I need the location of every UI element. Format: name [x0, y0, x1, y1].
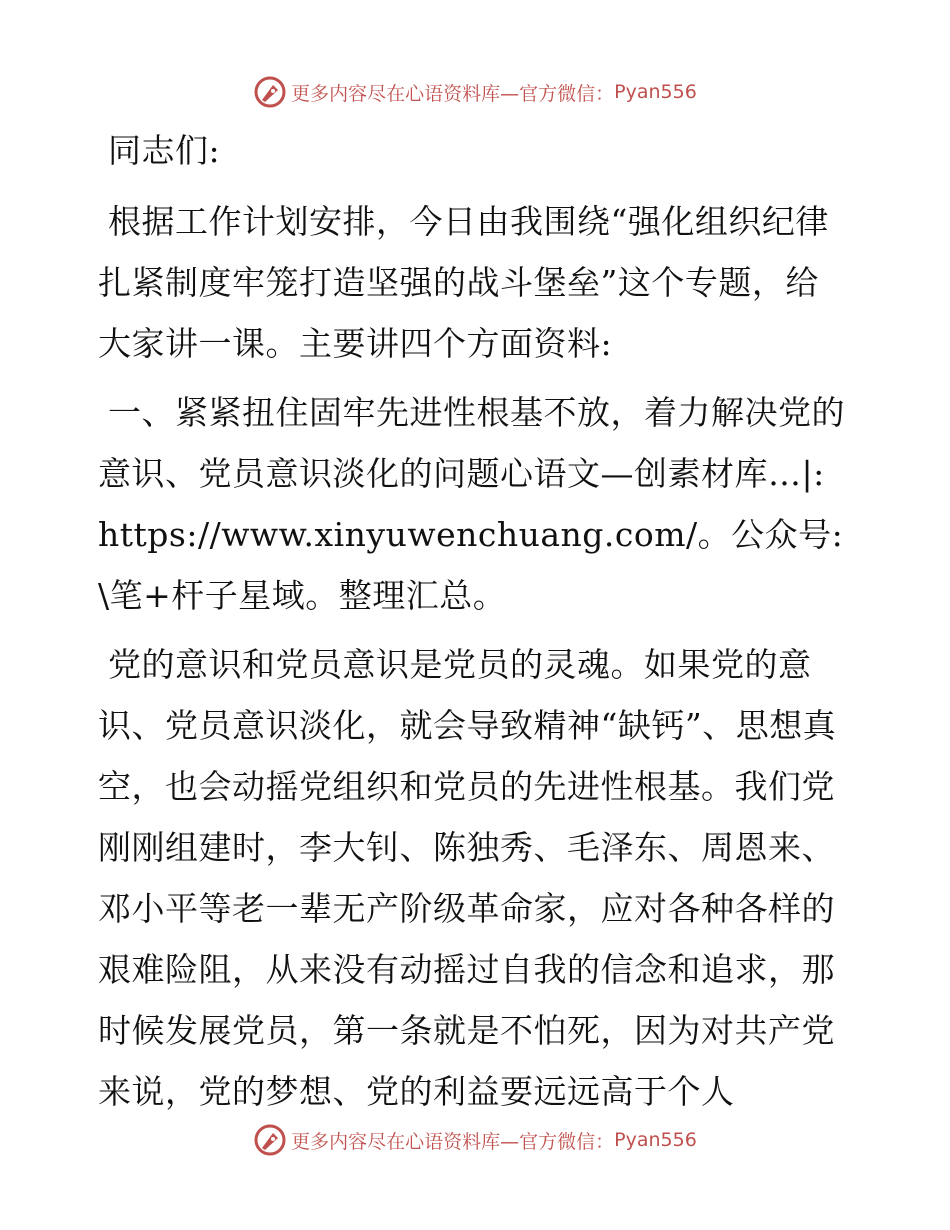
- paragraph-section-one: 一、紧紧扭住固牢先进性根基不放，着力解决党的意识、党员意识淡化的问题心语文—创素材库…|: https://www.xinyuwenchuang.com/。公众号: \笔+杆子星域。整理汇总。: [98, 393, 845, 615]
- document-body: [98, 120, 850, 1130]
- greeting: 同志们:: [108, 131, 221, 170]
- watermark-text: 更多内容尽在心语资料库—官方微信：: [291, 82, 615, 105]
- paragraph-intro: 根据工作计划安排，今日由我围绕“强化组织纪律扎紧制度牢笼打造坚强的战斗堡垒”这个专题，给大家讲一课。主要讲四个方面资料:: [98, 202, 829, 363]
- watermark-text: 更多内容尽在心语资料库—官方微信：: [291, 1130, 615, 1153]
- watermark-account: Pyan556: [614, 1129, 697, 1151]
- pen-nib-circle-icon: [253, 1123, 287, 1157]
- pen-nib-circle-icon: [253, 75, 287, 109]
- footer-watermark: [0, 1120, 950, 1160]
- header-watermark: [0, 72, 950, 112]
- paragraph-body: 党的意识和党员意识是党员的灵魂。如果党的意识、党员意识淡化，就会导致精神“缺钙”、思想真空，也会动摇党组织和党员的先进性根基。我们党刚刚组建时，李大钊、陈独秀、毛泽东、周恩来、邓小平等老一辈无产阶级革命家，应对各种各样的艰难险阻，从来没有动摇过自我的信念和追求，那时候发展党员，第一条就是不怕死，因为对共产党来说，党的梦想、党的利益要远远高于个人: [98, 645, 837, 1111]
- watermark-account: Pyan556: [614, 81, 697, 103]
